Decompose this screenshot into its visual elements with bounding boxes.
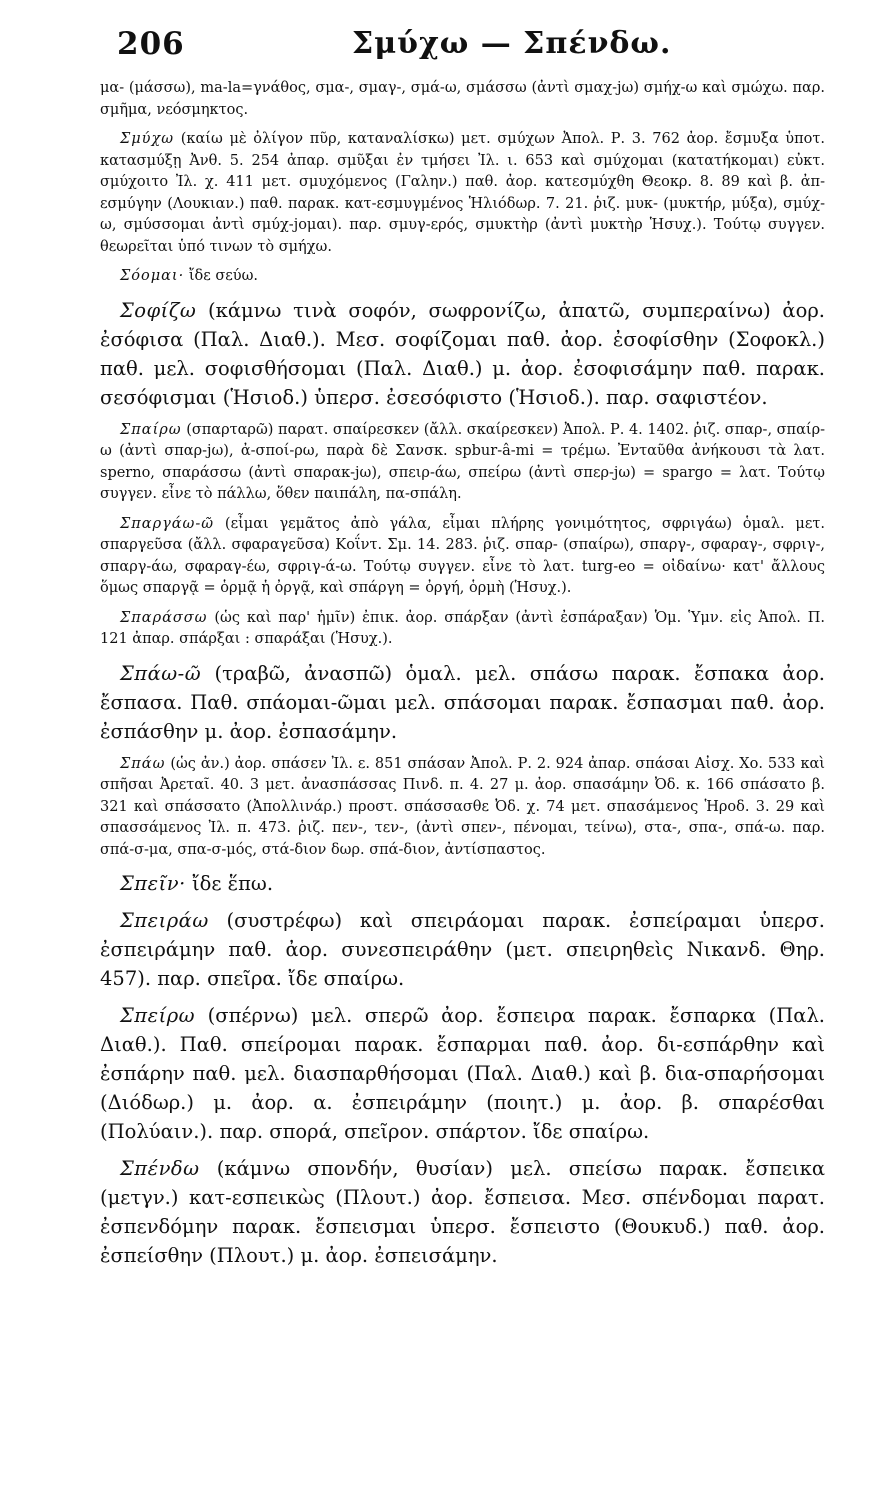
dictionary-entry [100,1154,825,1270]
entry-headword: Σπαράσσω [120,609,208,626]
entry-paragraph [100,608,825,651]
dictionary-entry [100,78,825,121]
entry-paragraph [100,420,825,506]
entry-headword: Σπειράω [120,909,209,932]
entry-text: (ὡς καὶ παρ' ἡμῖν) ἐπικ. ἀορ. σπάρξαν (ἀντὶ ἐσπάραξαν) Ὁμ. Ὑμν. εἰς Ἀπολ. Π. 121 ἀπαρ. σπάρξαι : σπαράξαι (Ἡσυχ.). [100,609,825,647]
entry-paragraph [100,296,825,412]
entry-text: (κάμνω σπονδήν, θυσίαν) μελ. σπείσω παρακ. ἔσπεικα (μετγν.) κατ-εσπεικὼς (Πλουτ.) ἀορ. ἔσπεισα. Μεσ. σπένδομαι παρατ. ἐσπενδόμην παρακ. ἔσπεισμαι ὑπερσ. ἔσπειστο (Θουκυδ.) παθ. ἀορ. ἐσπείσθην (Πλουτ.) μ. ἀορ. ἐσπεισάμην. [100,1157,825,1267]
entry-text: (σπέρνω) μελ. σπερῶ ἀορ. ἔσπειρα παρακ. ἔσπαρκα (Παλ. Διαθ.). Παθ. σπείρομαι παρακ. ἔσπαρμαι παθ. ἀορ. δι-εσπάρθην καὶ ἐσπάρην παθ. μελ. διασπαρθήσομαι (Παλ. Διαθ.) καὶ β. δια-σπαρήσομαι (Διόδωρ.) μ. ἀορ. α. ἐσπειράμην (ποιητ.) μ. ἀορ. β. σπαρέσθαι (Πολύαιν.). παρ. σπορά, σπεῖρον. σπάρτον. ἴδε σπαίρω. [100,1004,825,1143]
entry-text: (κάμνω τινὰ σοφόν, σωφρονίζω, ἀπατῶ, συμπεραίνω) ἀορ. ἐσόφισα (Παλ. Διαθ.). Μεσ. σοφίζομαι παθ. ἀορ. ἐσοφίσθην (Σοφοκλ.) παθ. μελ. σοφισθήσομαι (Παλ. Διαθ.) μ. ἀορ. ἐσοφισάμην παθ. παρακ. σεσόφισμαι (Ἡσιοδ.) ὑπερσ. ἐσεσόφιστο (Ἡσιοδ.). παρ. σαφιστέον. [100,298,825,409]
entry-headword: Σπεῖν· [120,872,186,895]
entry-paragraph [100,906,825,993]
entry-paragraph [100,266,825,288]
entry-text: μα- (μάσσω), ma-la=γνάθος, σμα-, σμαγ-, σμά-ω, σμάσσω (ἀντὶ σμαχ-jω) σμήχ-ω καὶ σμώχω. παρ. σμῆμα, νεόσμηκτος. [100,80,825,118]
entry-paragraph [100,1154,825,1270]
dictionary-entry [100,420,825,506]
dictionary-entry [100,514,825,600]
entry-paragraph [100,129,825,258]
entry-headword: Σόομαι· [120,268,185,284]
entry-paragraph [100,514,825,600]
entry-headword: Σπάω [120,755,166,772]
dictionary-entry [100,129,825,258]
entry-paragraph [100,1001,825,1146]
entry-headword: Σπαργάω-ῶ [120,515,215,532]
dictionary-entry [100,1001,825,1146]
entry-text: (συστρέφω) καὶ σπειράομαι παρακ. ἐσπείραμαι ὑπερσ. ἐσπειράμην παθ. ἀορ. συνεσπειράθην (μετ. σπειρηθεὶς Νικανδ. Θηρ. 457). παρ. σπεῖρα. ἴδε σπαίρω. [100,909,825,990]
running-head: Σμύχω — Σπένδω. [352,26,672,61]
entry-headword: Σπαίρω [120,421,182,438]
entry-paragraph [100,78,825,121]
entry-headword: Σπένδω [120,1157,200,1180]
entry-headword: Σμύχω [120,131,175,147]
entry-paragraph [100,754,825,862]
entry-text: ἴδε ἕπω. [185,872,274,895]
entry-text: (σπαρταρῶ) παρατ. σπαίρεσκεν (ἄλλ. σκαίρεσκεν) Ἀπολ. Ρ. 4. 1402. ῥιζ. σπαρ-, σπαίρ-ω (ἀντὶ σπαρ-jω), ἀ-σποί-ρω, παρὰ δὲ Σανσκ. spbur-â-mi = τρέμω. Ἐνταῦθα ἀνήκουσι τὰ λατ. sperno, σπαράσσω (ἀντὶ σπαρακ-jω), σπειρ-άω, σπείρω (ἀντὶ σπερ-jω) = spargo = λατ. Τούτῳ συγγεν. εἶνε τὸ πάλλω, ὅθεν παιπάλη, πα-σπάλη. [100,421,825,502]
dictionary-entry [100,266,825,288]
page-header [0,0,879,80]
dictionary-entry [100,296,825,412]
entry-text: (καίω μὲ ὀλίγον πῦρ, καταναλίσκω) μετ. σμύχων Ἀπολ. Ρ. 3. 762 ἀορ. ἔσμυξα ὑποτ. κατασμύξῃ Ἀνθ. 5. 254 ἀπαρ. σμῦξαι ἐν τμήσει Ἰλ. ι. 653 καὶ σμύχομαι (κατατήκομαι) εὐκτ. σμύχοιτο Ἰλ. χ. 411 μετ. σμυχόμενος (Γαλην.) παθ. ἀορ. κατεσμύχθη Θεοκρ. 8. 89 καὶ β. ἀπ-εσμύγην (Λουκιαν.) παθ. παρακ. κατ-εσμυγμένος Ἡλιόδωρ. 7. 21. ῥιζ. μυκ- (μυκτήρ, μύξα), σμύχ-ω, σμύσσομαι ἀντὶ σμύχ-jομαι). παρ. σμυγ-ερός, σμυκτὴρ (ἀντὶ μυκτὴρ Ἡσυχ.). Τούτῳ συγγεν. θεωρεῖται ὑπό τινων τὸ σμήχω. [100,131,825,255]
entry-paragraph [100,659,825,746]
entry-headword: Σοφίζω [120,298,197,322]
dictionary-entry [100,608,825,651]
entry-paragraph [100,869,825,898]
dictionary-entry [100,869,825,898]
dictionary-entry [100,754,825,862]
entry-text: (ὡς ἀν.) ἀορ. σπάσεν Ἰλ. ε. 851 σπάσαν Ἀπολ. Ρ. 2. 924 ἀπαρ. σπάσαι Αἰσχ. Χο. 533 καὶ σπῆσαι Ἀρεταῖ. 40. 3 μετ. ἀνασπάσσας Πινδ. π. 4. 27 μ. ἀορ. σπασάμην Ὀδ. κ. 166 σπάσατο β. 321 καὶ σπάσσατο (Ἀπολλινάρ.) προστ. σπάσσασθε Ὀδ. χ. 74 μετ. σπασάμενος Ἡροδ. 3. 29 καὶ σπασσάμενος Ἰλ. π. 473. ῥιζ. πεν-, τεν-, (ἀντὶ σπεν-, πένομαι, τείνω), στα-, σπα-, σπά-ω. παρ. σπά-σ-μα, σπα-σ-μός, στά-διον δωρ. σπά-διον, ἀντίσπαστος. [100,755,825,858]
entry-headword: Σπάω-ῶ [120,661,202,685]
page-number: 206 [117,26,185,62]
entry-text: (εἶμαι γεμᾶτος ἀπὸ γάλα, εἶμαι πλήρης γονιμότητος, σφριγάω) ὁμαλ. μετ. σπαργεῦσα (ἄλλ. σφαραγεῦσα) Κοΐντ. Σμ. 14. 283. ῥιζ. σπαρ- (σπαίρω), σπαργ-, σφαραγ-, σφριγ-, σπαργ-άω, σφαραγ-έω, σφριγ-ά-ω. Τούτῳ συγγεν. εἶνε τὸ λατ. turg-eo = οἰδαίνω· κατ' ἄλλους ὅμως σπαργᾷ = ὁρμᾷ ἡ ὀργᾷ, καὶ σπάργη = ὀργή, ὁρμὴ (Ἡσυχ.). [100,515,825,596]
dictionary-entry [100,659,825,746]
entry-text: ἴδε σεύω. [184,268,259,284]
entry-headword: Σπείρω [120,1004,196,1027]
entry-text: (τραβῶ, ἀνασπῶ) ὁμαλ. μελ. σπάσω παρακ. ἔσπακα ἀορ. ἔσπασα. Παθ. σπάομαι-ῶμαι μελ. σπάσομαι παρακ. ἔσπασμαι παθ. ἀορ. ἐσπάσθην μ. ἀορ. ἐσπασάμην. [100,661,825,743]
dictionary-entry [100,906,825,993]
entries-column [100,78,825,1278]
